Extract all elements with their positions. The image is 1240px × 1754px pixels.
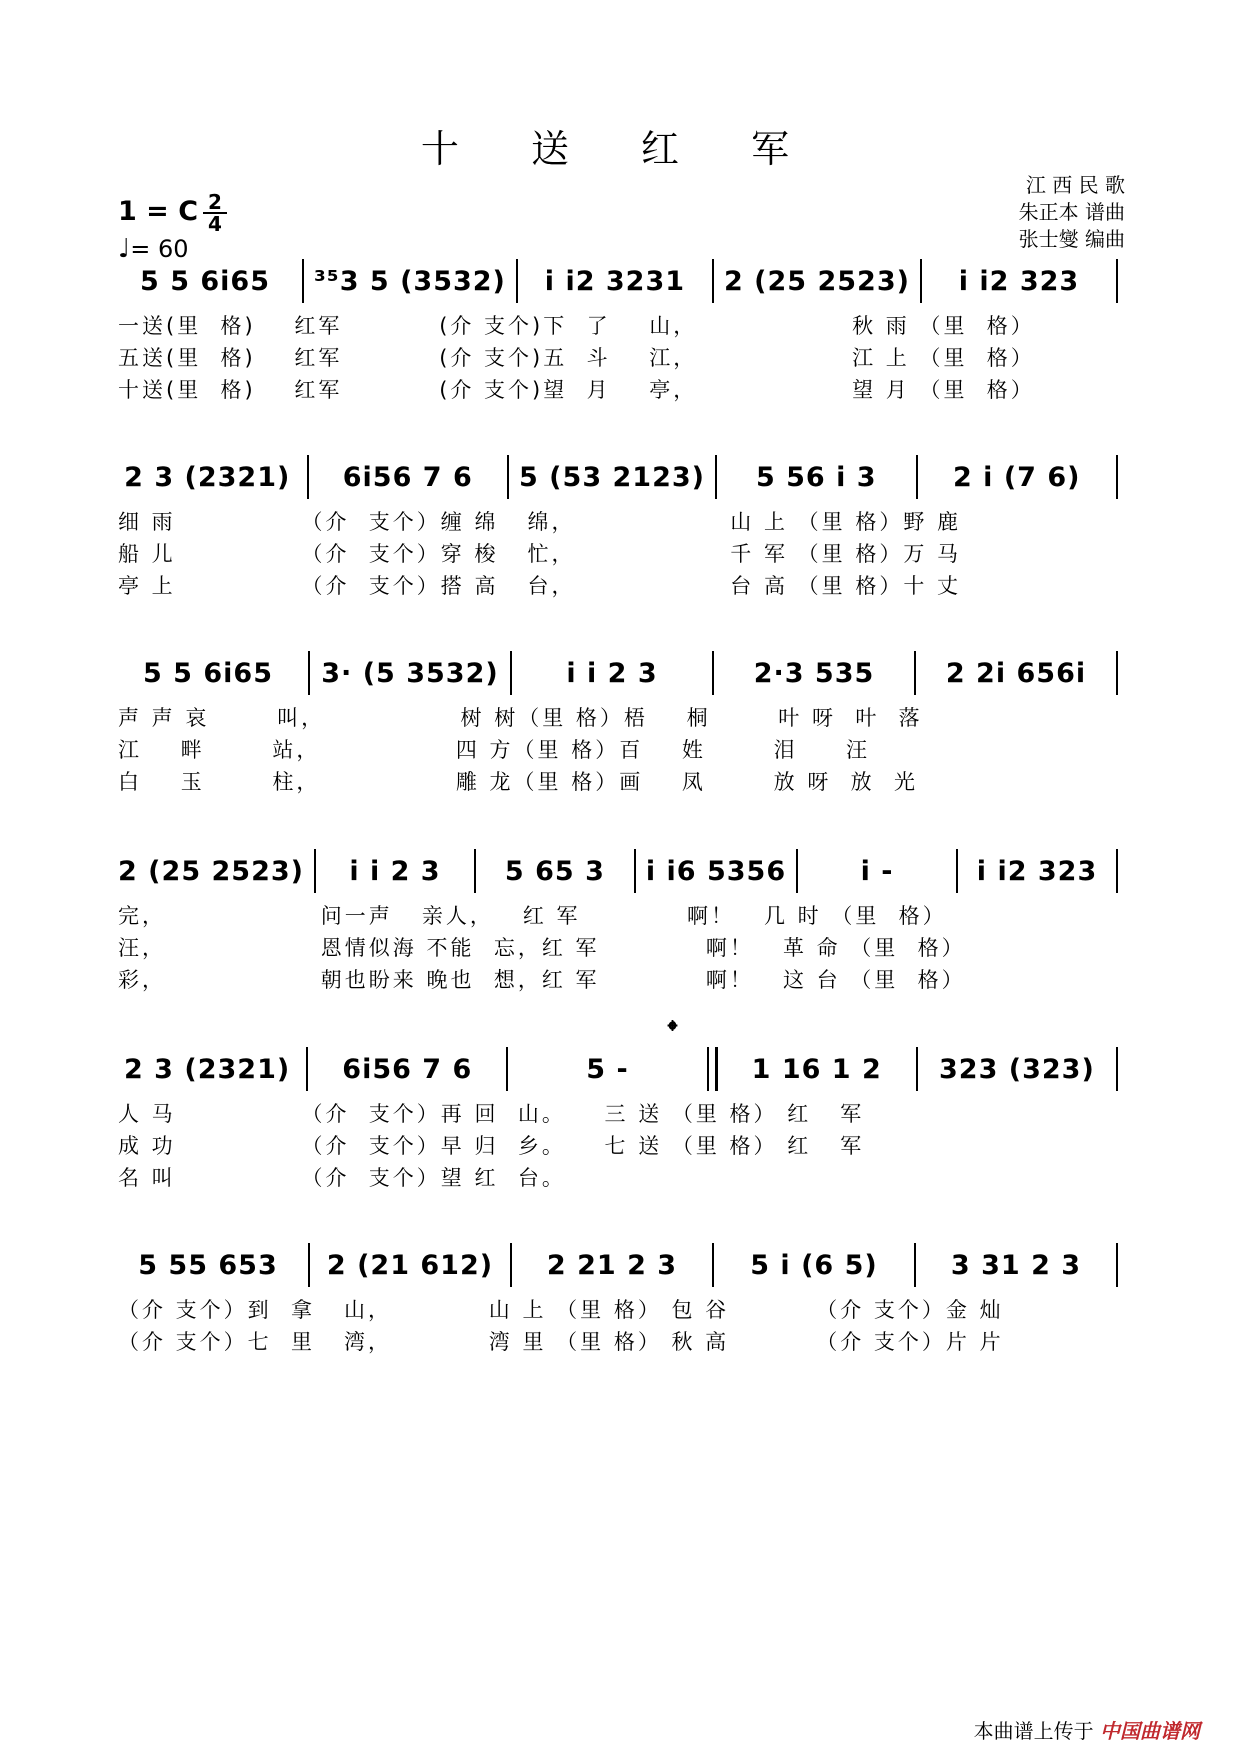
barline	[1116, 651, 1118, 695]
measure: 5 i (6 5)	[750, 1249, 878, 1281]
barline	[307, 455, 309, 499]
barline	[1116, 849, 1118, 893]
barline	[1116, 1243, 1118, 1287]
lyric-line: 完， 问一声 亲人， 红 军 啊！ 几 时 （里 格）	[118, 904, 947, 928]
barline	[914, 1243, 916, 1287]
notation-line	[118, 842, 1128, 900]
barline	[302, 259, 304, 303]
measure: 5 55 653	[138, 1249, 278, 1281]
lyric-line: 十送(里 格) 红军 (介 支个)望 月 亭， 望 月 （里 格）	[118, 378, 1035, 402]
lyric-line: 彩， 朝也盼来 晚也 想，红 军 啊！ 这 台 （里 格）	[118, 968, 966, 992]
score-title: 十 送 红 军	[420, 127, 820, 171]
barline	[634, 849, 636, 893]
notation-line	[118, 448, 1128, 506]
barline	[1116, 1047, 1118, 1091]
measure: 2 3 (2321)	[124, 1053, 291, 1085]
credit-origin: 江 西 民 歌	[1025, 173, 1125, 197]
measure: 2 21 2 3	[546, 1249, 678, 1281]
measure: 3 31 2 3	[950, 1249, 1082, 1281]
lyric-line: （介 支个）到 拿 山， 山 上 （里 格） 包 谷 （介 支个）金 灿	[118, 1298, 1004, 1322]
key-signature: 1 = C	[118, 196, 199, 227]
measure: 6i56 7 6	[342, 461, 473, 493]
barline	[914, 651, 916, 695]
barline	[314, 849, 316, 893]
barline	[516, 259, 518, 303]
barline	[916, 1047, 918, 1091]
measure: 2 i (7 6)	[953, 461, 1081, 493]
system-2	[118, 448, 1128, 602]
lyric-line: 一送(里 格) 红军 (介 支个)下 了 山， 秋 雨 （里 格）	[118, 314, 1035, 338]
lyric-line: 亭 上 （介 支个）搭 高 台， 台 高 （里 格）十 丈	[118, 574, 962, 598]
barline	[920, 259, 922, 303]
lyric-line: 细 雨 （介 支个）缠 绵 绵， 山 上 （里 格）野 鹿	[118, 510, 962, 534]
barline	[507, 455, 509, 499]
time-signature-bottom: 4	[208, 212, 222, 236]
measure: 5 (53 2123)	[519, 461, 705, 493]
measure: 5 5 6i65	[140, 265, 271, 297]
notation-line	[118, 1236, 1128, 1294]
barline	[306, 1047, 308, 1091]
site-logo[interactable]: 中国曲谱网	[1100, 1719, 1200, 1743]
credit-composer: 朱正本 谱曲	[1018, 200, 1125, 224]
measure: i i 2 3	[349, 855, 441, 887]
upload-footer	[974, 1715, 1200, 1744]
footer-prefix: 本曲谱上传于	[973, 1719, 1094, 1743]
system-6	[118, 1236, 1128, 1358]
measure: 2 2i 656i	[945, 657, 1087, 689]
measure: i i 2 3	[566, 657, 658, 689]
barline	[712, 259, 714, 303]
lyric-line: 成 功 （介 支个）早 归 乡。 七 送 （里 格） 红 军	[118, 1134, 865, 1158]
barline	[715, 455, 717, 499]
lyric-line: 江 畔 站， 四 方（里 格）百 姓 泪 汪	[118, 738, 871, 762]
barline	[796, 849, 798, 893]
quarter-note-icon: ♩	[118, 234, 131, 264]
barline	[916, 455, 918, 499]
system-5	[118, 1040, 1128, 1194]
barline	[712, 651, 714, 695]
measure: i i2 323	[958, 265, 1080, 297]
barline	[510, 651, 512, 695]
measure: 5 5 6i65	[143, 657, 273, 689]
measure: 6i56 7 6	[342, 1053, 473, 1085]
measure: i i2 323	[976, 855, 1098, 887]
double-barline	[707, 1047, 718, 1091]
lyric-line: 声 声 哀 叫， 树 树（里 格）梧 桐 叶 呀 叶 落	[118, 706, 923, 730]
measure: 5 65 3	[504, 855, 605, 887]
measure: 323 (323)	[939, 1053, 1095, 1085]
barline	[956, 849, 958, 893]
measure: 3· (5 3532)	[321, 657, 499, 689]
credit-arranger: 张士燮 编曲	[1018, 227, 1125, 251]
barline	[308, 651, 310, 695]
lyric-line: 船 儿 （介 支个）穿 梭 忙， 千 军 （里 格）万 马	[118, 542, 962, 566]
lyric-line: 汪， 恩情似海 不能 忘，红 军 啊！ 革 命 （里 格）	[118, 936, 966, 960]
lyric-line: （介 支个）七 里 湾， 湾 里 （里 格） 秋 高 （介 支个）片 片	[118, 1330, 1004, 1354]
measure: 5 -	[586, 1053, 629, 1085]
time-signature-top: 2	[203, 192, 227, 214]
tempo-value: = 60	[130, 235, 189, 263]
barline	[510, 1243, 512, 1287]
time-signature	[203, 192, 227, 234]
measure: 2 (25 2523)	[723, 265, 910, 297]
notation-line	[118, 644, 1128, 702]
lyric-line: 五送(里 格) 红军 (介 支个)五 斗 江， 江 上 （里 格）	[118, 346, 1035, 370]
measure: i i6 5356	[645, 855, 787, 887]
barline	[308, 1243, 310, 1287]
coda-icon: 𝄌	[668, 1016, 677, 1046]
barline	[1116, 259, 1118, 303]
barline	[506, 1047, 508, 1091]
lyric-line: 人 马 （介 支个）再 回 山。 三 送 （里 格） 红 军	[118, 1102, 865, 1126]
credits	[1019, 172, 1125, 253]
measure: 1 16 1 2	[751, 1053, 882, 1085]
measure: 5 56 i 3	[755, 461, 877, 493]
measure: 2·3 535	[753, 657, 875, 689]
measure: 2 (21 612)	[326, 1249, 494, 1281]
barline	[1116, 455, 1118, 499]
measure: 2 (25 2523)	[118, 855, 304, 887]
barline	[712, 1243, 714, 1287]
lyric-line: 名 叫 （介 支个）望 红 台。	[118, 1166, 566, 1190]
system-4	[118, 842, 1128, 996]
measure: i -	[860, 855, 894, 887]
measure: i i2 3231	[544, 265, 686, 297]
lyric-line: 白 玉 柱， 雕 龙（里 格）画 凤 放 呀 放 光	[118, 770, 919, 794]
system-1	[118, 252, 1128, 406]
notation-line	[118, 1040, 1128, 1098]
barline	[474, 849, 476, 893]
notation-line	[118, 252, 1128, 310]
measure: ³⁵3 5 (3532)	[314, 265, 506, 297]
system-3	[118, 644, 1128, 798]
measure: 2 3 (2321)	[124, 461, 291, 493]
